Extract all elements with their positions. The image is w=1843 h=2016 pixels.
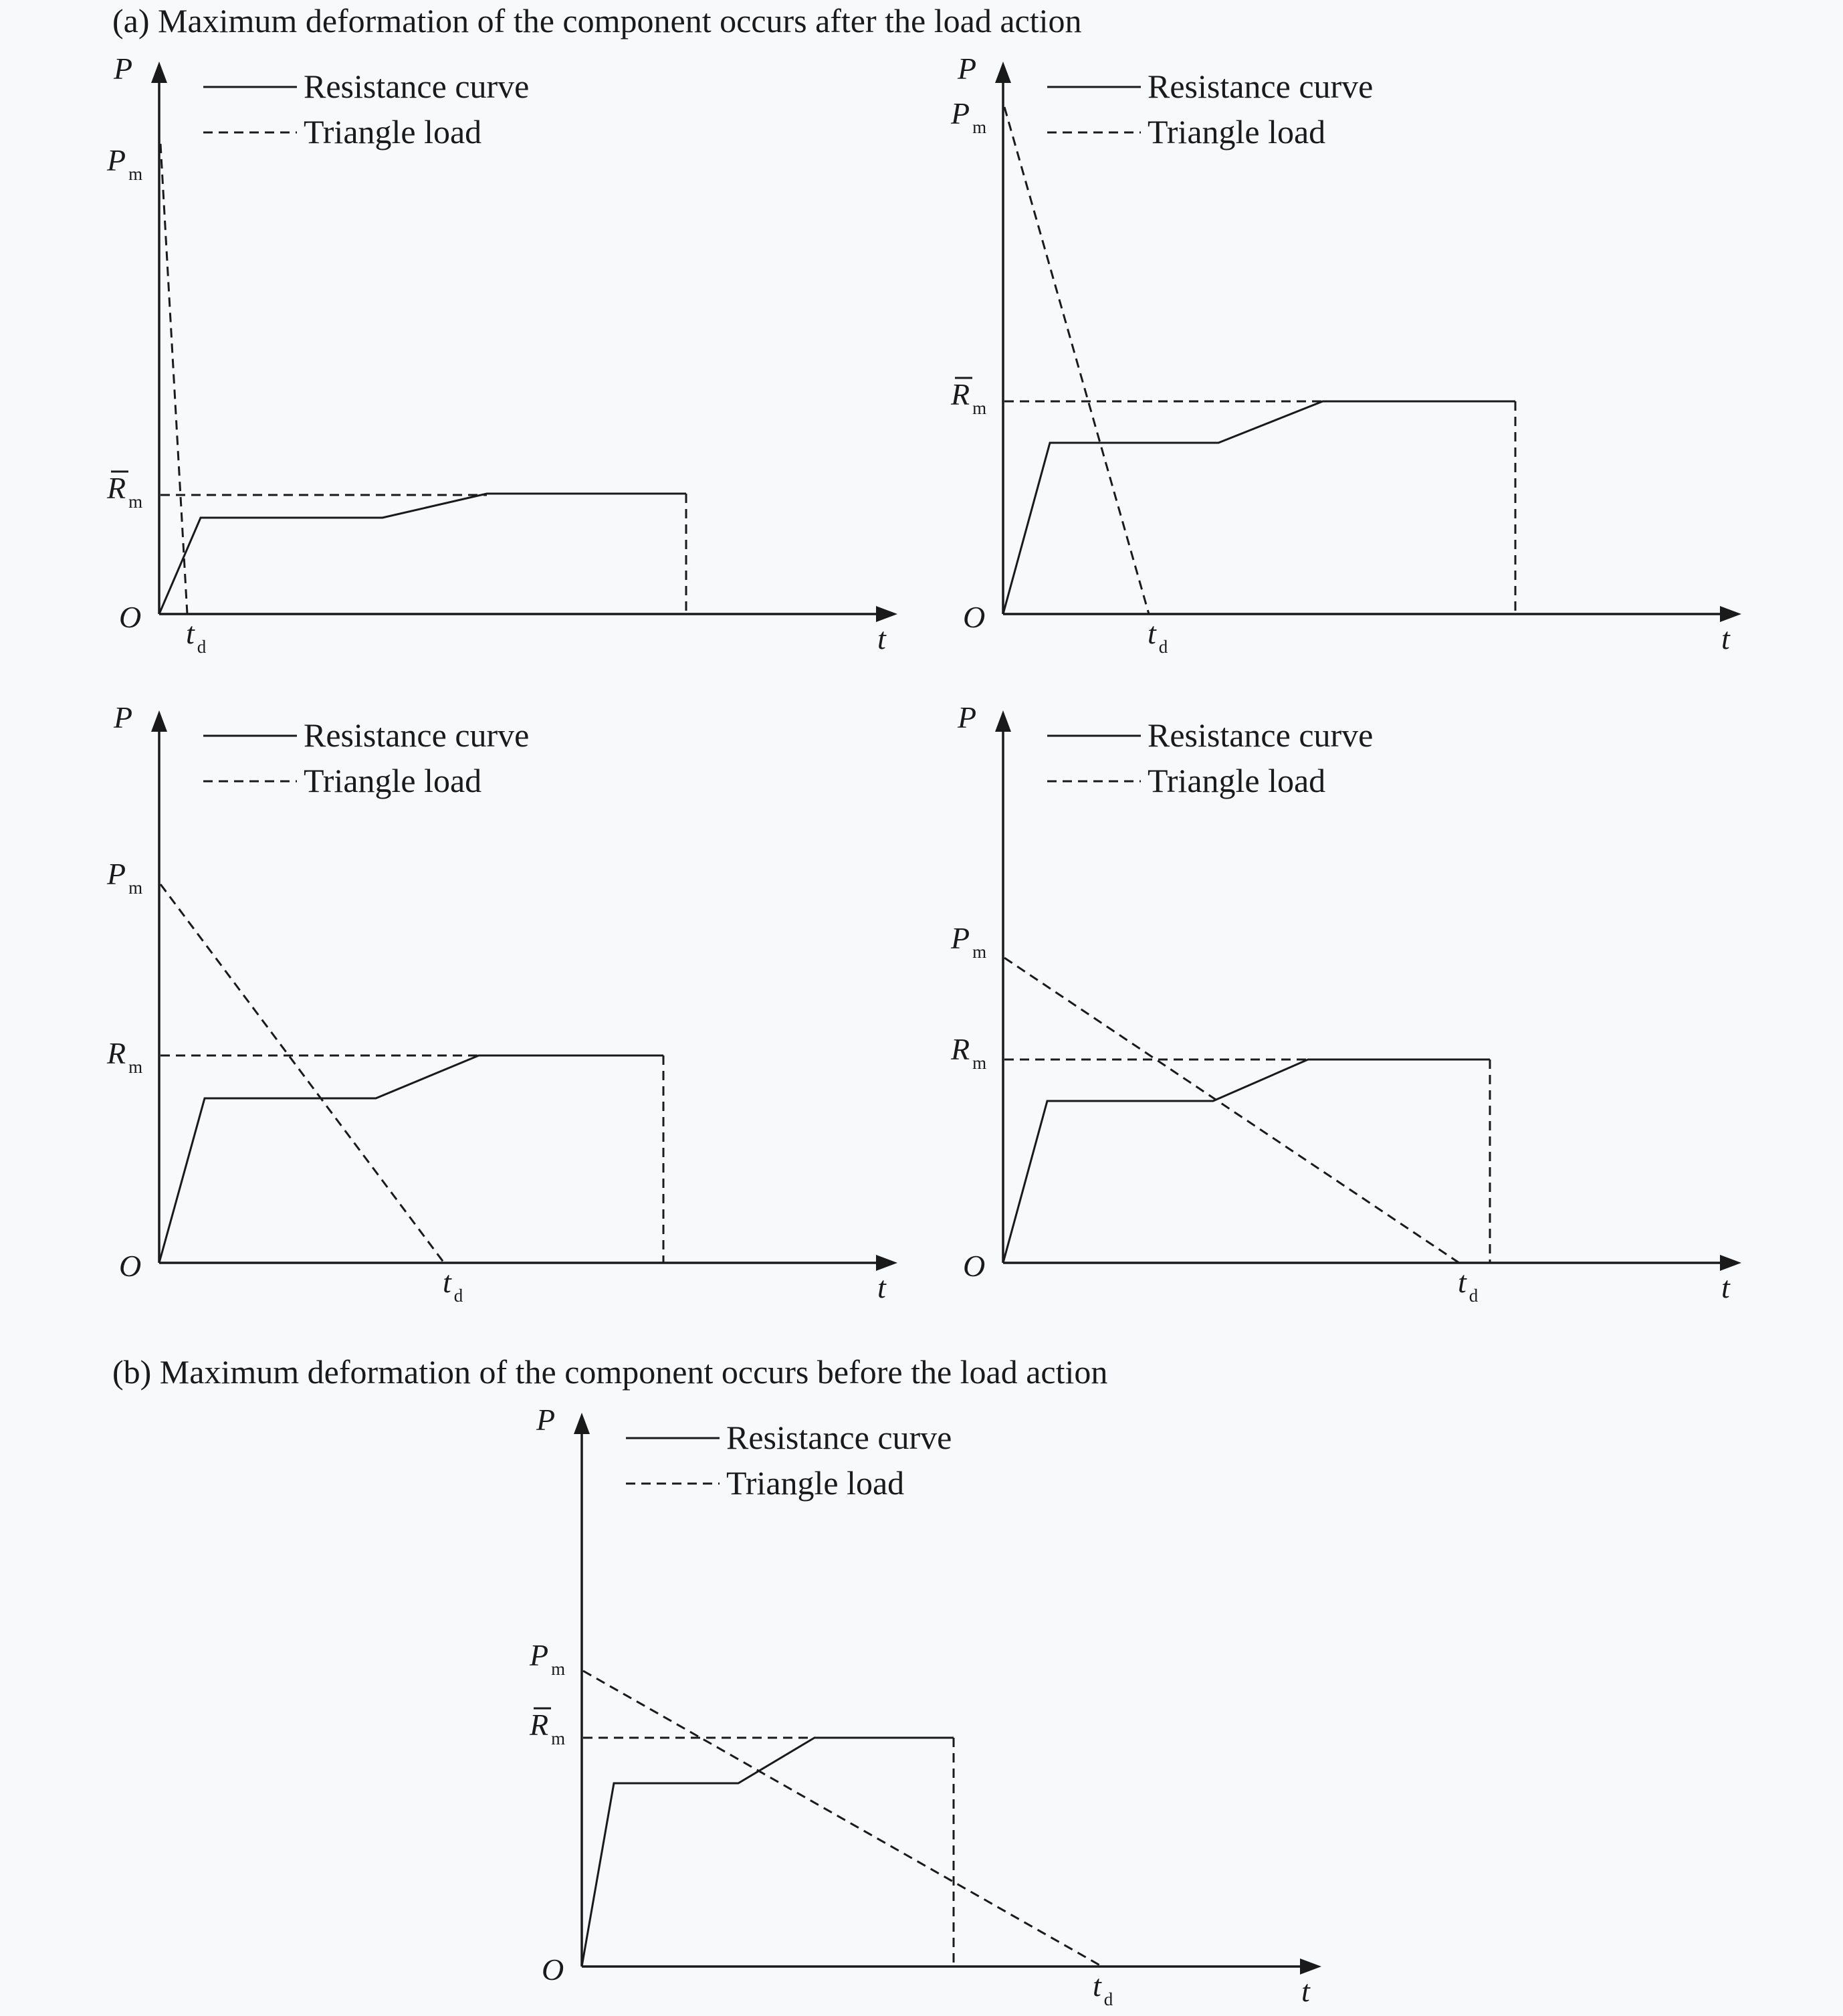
y-axis-arrow-icon [151, 710, 167, 732]
y-axis-arrow-icon [574, 1413, 590, 1434]
legend-resistance-label: Resistance curve [1148, 716, 1374, 754]
legend-load-label: Triangle load [304, 113, 482, 150]
pm-label [950, 921, 986, 962]
pm-label [529, 1638, 565, 1679]
td-label [1458, 1265, 1479, 1306]
svg-text:Pm: P $_m$ [107, 857, 143, 898]
y-axis-label: P [114, 52, 133, 86]
origin-label: O [119, 600, 142, 634]
panel-a1 [106, 52, 897, 657]
triangle-load-line [583, 1671, 1102, 1967]
x-axis-label: t [1721, 1270, 1730, 1304]
pm-label [950, 96, 986, 137]
resistance-curve [159, 494, 686, 614]
legend-resistance-label: Resistance curve [304, 716, 530, 754]
y-axis-arrow-icon [995, 62, 1011, 83]
svg-text:Rm: R $_m$ [107, 1036, 143, 1077]
x-axis-label: t [1721, 621, 1730, 656]
panel-a3 [106, 700, 897, 1306]
origin-label: O [963, 600, 986, 634]
legend-load-label: Triangle load [1148, 762, 1326, 799]
legend-load-label: Triangle load [1148, 113, 1326, 150]
triangle-load-line [160, 144, 187, 614]
x-axis-arrow-icon [1720, 1255, 1741, 1271]
panel-b1 [529, 1403, 1321, 2009]
x-axis-label: t [1301, 1974, 1310, 2008]
caption-a: (a) Maximum deformation of the component occurs after the load action [112, 2, 1082, 39]
td-label [186, 616, 207, 657]
x-axis-arrow-icon [1300, 1958, 1321, 1975]
x-axis-label: t [877, 1270, 886, 1304]
origin-label: O [119, 1249, 142, 1283]
rm-label [950, 1032, 986, 1073]
origin-label: O [963, 1249, 986, 1283]
svg-text:Pm: P $_m$ [107, 143, 143, 184]
svg-text:Pm: P $_m$ [530, 1638, 566, 1679]
td-label [443, 1265, 463, 1306]
y-axis-label: P [958, 700, 977, 734]
origin-label: O [542, 1952, 564, 1987]
legend-resistance-label: Resistance curve [1148, 68, 1374, 105]
td-label [1148, 616, 1168, 657]
resistance-curve [582, 1738, 954, 1967]
svg-text:td: t $_d$ [186, 616, 207, 657]
svg-text:Rm: R $_m$ [951, 377, 987, 418]
resistance-curve [1003, 401, 1515, 614]
pm-label [106, 143, 142, 184]
rm-label [529, 1708, 565, 1748]
y-axis-label: P [536, 1403, 556, 1437]
svg-text:td: t $_d$ [443, 1265, 463, 1306]
panel-a2 [950, 52, 1741, 657]
svg-text:Pm: P $_m$ [951, 921, 987, 962]
legend-resistance-label: Resistance curve [304, 68, 530, 105]
x-axis-arrow-icon [876, 606, 897, 622]
legend-resistance-label: Resistance curve [726, 1419, 952, 1456]
svg-text:Pm: P $_m$ [951, 96, 987, 137]
x-axis-arrow-icon [876, 1255, 897, 1271]
legend-load-label: Triangle load [726, 1464, 905, 1502]
y-axis-label: P [958, 52, 977, 86]
svg-text:td: t $_d$ [1458, 1265, 1479, 1306]
triangle-load-line [1004, 107, 1149, 614]
rm-label [106, 1036, 142, 1077]
y-axis-arrow-icon [995, 710, 1011, 732]
triangle-load-line [160, 884, 444, 1263]
x-axis-arrow-icon [1720, 606, 1741, 622]
caption-b: (b) Maximum deformation of the component occurs before the load action [112, 1353, 1108, 1391]
resistance-curve [159, 1055, 663, 1263]
resistance-curve [1003, 1060, 1490, 1263]
legend-load-label: Triangle load [304, 762, 482, 799]
svg-text:Rm: R $_m$ [530, 1708, 566, 1748]
td-label [1093, 1969, 1113, 2009]
y-axis-label: P [114, 700, 133, 734]
svg-text:td: t $_d$ [1148, 616, 1168, 657]
pm-label [106, 857, 142, 898]
panel-a4 [950, 700, 1741, 1306]
svg-text:Rm: R $_m$ [951, 1032, 987, 1073]
x-axis-label: t [877, 621, 886, 656]
rm-label [950, 377, 986, 418]
svg-text:Rm: R $_m$ [107, 471, 143, 512]
svg-text:td: t $_d$ [1093, 1969, 1113, 2009]
y-axis-arrow-icon [151, 62, 167, 83]
triangle-load-line [1004, 958, 1459, 1263]
rm-label [106, 471, 142, 512]
